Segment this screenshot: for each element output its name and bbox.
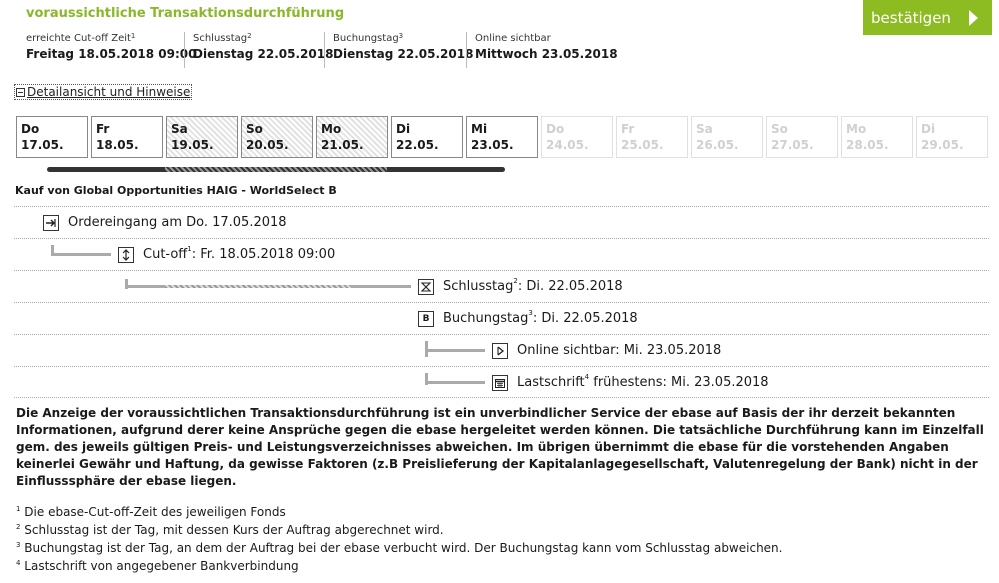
cutoff-icon xyxy=(118,247,134,263)
detail-toggle-label: Detailansicht und Hinweise xyxy=(27,85,191,99)
debit-value: frühestens: Mi. 23.05.2018 xyxy=(589,375,769,390)
trade-date-icon xyxy=(418,279,434,295)
calendar-day: Fr 18.05. xyxy=(91,116,163,158)
page-title: voraussichtliche Transaktionsdurchführung xyxy=(26,6,345,21)
trade-date-value: : Di. 22.05.2018 xyxy=(517,279,623,294)
calendar-day: Sa 19.05. xyxy=(166,116,238,158)
calendar-day: Di 29.05. xyxy=(916,116,988,158)
timeline-cutoff: Cut-off$^1$: Fr. 18.05.2018 09:00 xyxy=(14,238,989,270)
calendar-day: Do 17.05. xyxy=(16,116,88,158)
footnote-item: $^2$ Schlusstag ist der Tag, mit dessen Kurs der Auftrag abgerechnet wird. xyxy=(16,523,444,537)
confirm-label: bestätigen xyxy=(871,8,951,27)
summary-online-value: Mittwoch 23.05.2018 xyxy=(475,47,618,61)
product-title: Kauf von Global Opportunities HAIG - WorldSelect B xyxy=(15,184,337,197)
summary-booking-date-label: Buchungstag xyxy=(333,33,399,44)
order-entry-text: Ordereingang am Do. 17.05.2018 xyxy=(68,215,287,230)
timeline-booking-date: B Buchungstag$^3$: Di. 22.05.2018 xyxy=(14,302,989,334)
calendar-day: Mo 28.05. xyxy=(841,116,913,158)
calendar-day: Sa 26.05. xyxy=(691,116,763,158)
booking-icon: B xyxy=(418,311,434,327)
timeline-trade-date: Schlusstag$^2$: Di. 22.05.2018 xyxy=(14,270,989,302)
timeline-online xyxy=(14,334,989,366)
summary-cutoff-value: Freitag 18.05.2018 09:00 xyxy=(26,47,197,61)
order-entry-icon xyxy=(43,215,59,231)
summary-cutoff: erreichte Cut-off Zeit$^1$ Freitag 18.05.2018 09:00 xyxy=(26,32,197,61)
calendar-day: Fr 25.05. xyxy=(616,116,688,158)
summary-trade-date-label: Schlusstag xyxy=(193,33,248,44)
collapse-icon xyxy=(16,88,25,97)
cutoff-value: : Fr. 18.05.2018 09:00 xyxy=(191,247,336,262)
debit-label: Lastschrift xyxy=(517,375,585,390)
disclaimer-text: Die Anzeige der voraussichtlichen Transaktionsdurchführung ist ein unverbindlicher Service der ebase auf Basis der ihr derzeit bekannten Informationen, aufgrund derer keine Ansprüche gegen die ebase hergeleitet werden können. Die tatsächliche Durchführung kann im Einzelfall gem. des jeweils gültigen Preis- und Leistungsverzeichnisses abweichen. Im übrigen übernimmt die ebase für die vorstehenden Angaben keinerlei Gewähr und Haftung, da gewisse Faktoren (z.B Preislieferung der Kapitalanlagegesellschaft, Valutenregelung der Bank) nicht in der Einflusssphäre der ebase liegen. xyxy=(16,406,984,488)
arrow-right-icon xyxy=(969,10,978,26)
timeline-order-entry xyxy=(14,206,989,238)
calendar-day: Do 24.05. xyxy=(541,116,613,158)
calendar-day: So 27.05. xyxy=(766,116,838,158)
summary-booking-date-value: Dienstag 22.05.2018 xyxy=(333,47,474,61)
calendar-day: So 20.05. xyxy=(241,116,313,158)
footnote-item: $^1$ Die ebase-Cut-off-Zeit des jeweiligen Fonds xyxy=(16,505,286,519)
footnote-item: $^3$ Buchungstag ist der Tag, an dem der Auftrag bei der ebase verbucht wird. Der Buchungstag kann vom Schlusstag abweichen. xyxy=(16,541,783,555)
summary-trade-date: Schlusstag$^2$ Dienstag 22.05.2018 xyxy=(184,32,333,68)
calendar-day: Di 22.05. xyxy=(391,116,463,158)
summary-online-label: Online sichtbar xyxy=(475,33,551,44)
calendar-day: Mi 23.05. xyxy=(466,116,538,158)
detail-toggle[interactable] xyxy=(14,84,192,100)
summary-online xyxy=(466,32,618,68)
summary-trade-date-value: Dienstag 22.05.2018 xyxy=(193,47,334,61)
summary-booking-date: Buchungstag$^3$ Dienstag 22.05.2018 xyxy=(324,32,473,68)
trade-date-label: Schlusstag xyxy=(443,279,514,294)
confirm-button[interactable] xyxy=(863,0,992,35)
footnote-item: $^4$ Lastschrift von angegebener Bankverbindung xyxy=(16,559,299,573)
calendar-day: Mo 21.05. xyxy=(316,116,388,158)
cutoff-label: Cut-off xyxy=(143,247,188,262)
footnotes xyxy=(16,503,986,575)
summary-cutoff-label: erreichte Cut-off Zeit xyxy=(26,33,131,44)
date-range-bar xyxy=(47,167,505,172)
calendar-icon xyxy=(492,375,508,391)
online-visible-icon xyxy=(492,343,508,359)
booking-date-label: Buchungstag xyxy=(443,311,529,326)
booking-date-value: : Di. 22.05.2018 xyxy=(532,311,638,326)
timeline-debit: Lastschrift$^4$ frühestens: Mi. 23.05.2018 xyxy=(14,366,989,398)
online-visible-text: Online sichtbar: Mi. 23.05.2018 xyxy=(517,343,722,358)
